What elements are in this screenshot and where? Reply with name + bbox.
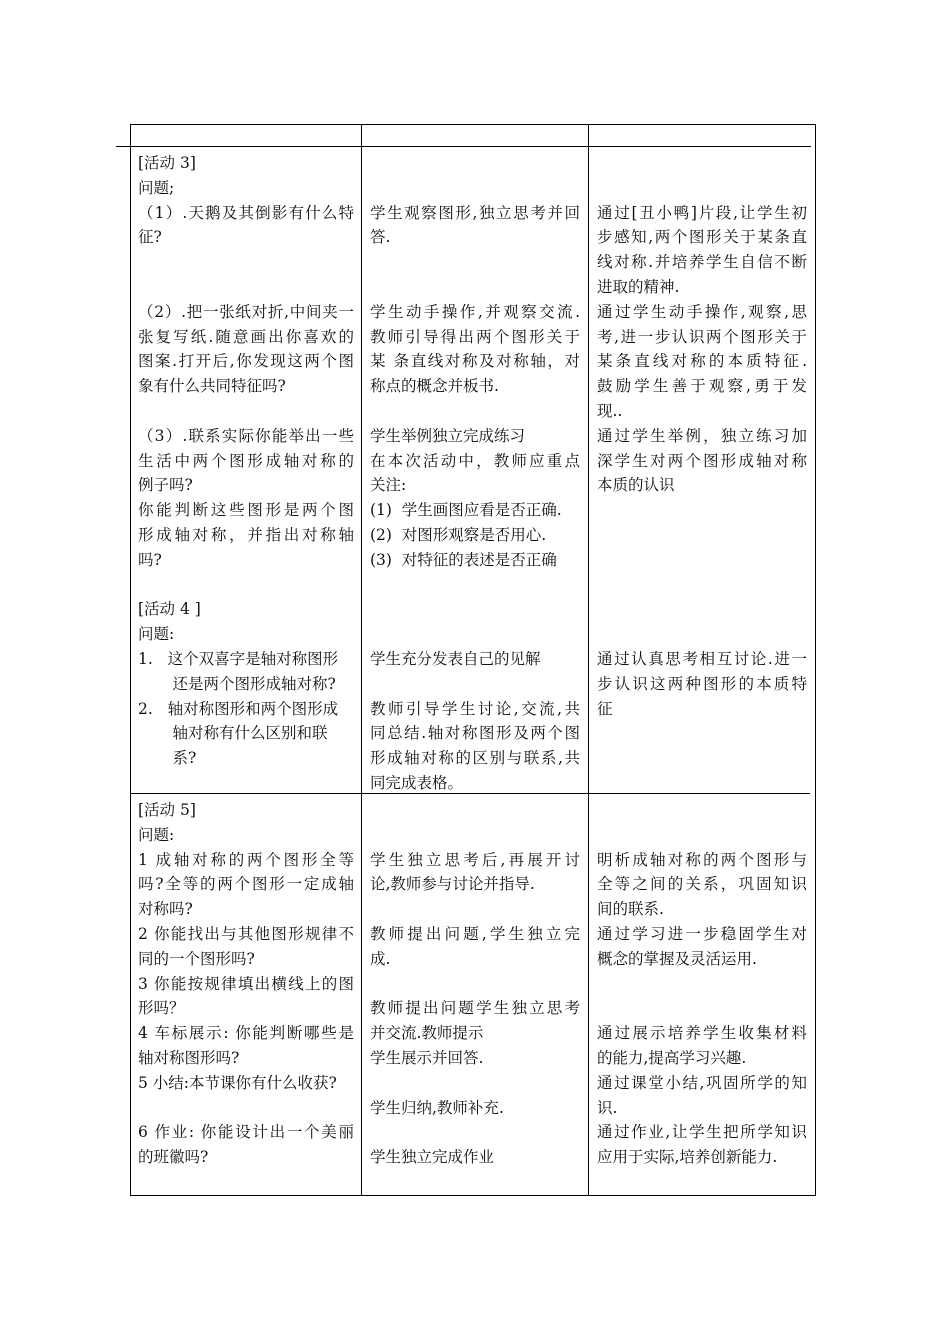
cell-text-line: 吗?全等的两个图形一定成轴 (138, 875, 354, 894)
cell-text-line: 轴对称图形吗? (138, 1048, 240, 1067)
cell-text-line (597, 823, 807, 848)
table-left-border (130, 124, 131, 1196)
cell-text-line: 6 作业: 你能设计出一个美丽 (138, 1123, 354, 1142)
cell-text-line: 形吗？ (138, 999, 185, 1018)
cell-text-line: 通过[丑小鸭]片段,让学生初 (597, 203, 807, 222)
cell-text-line: 教师引导得出两个图形关于 (370, 327, 580, 346)
cell-text-line: 通过学生动手操作,观察,思 (597, 302, 807, 321)
cell-text-line: 问题: (138, 625, 175, 644)
cell-text-line: 学生充分发表自己的见解 (370, 649, 541, 668)
cell-text-line: 线对称.并培养学生自信不断 (597, 253, 807, 272)
cell-text-line: 明析成轴对称的两个图形与 (597, 850, 807, 869)
cell-text-line (370, 275, 580, 300)
cell-text-line: 学生独立思考后,再展开讨 (370, 850, 580, 869)
cell-text-line: 1. 这个双喜字是轴对称图形 (138, 649, 339, 668)
cell-text-line: [活动 4 ] (138, 600, 201, 619)
cell-text-line (597, 622, 807, 647)
cell-text-line: 你能判断这些图形是两个图 (138, 501, 354, 520)
cell-text-line: 张复写纸.随意画出你喜欢的 (138, 327, 354, 346)
cell-text-line: 征? (138, 228, 162, 247)
cell-text-line (370, 250, 580, 275)
cell-text-line: 本质的认识 (597, 476, 675, 495)
cell-text-line: 教师引导学生讨论,交流,共 (370, 699, 580, 718)
cell-text-line: 通过展示培养学生收集材料 (597, 1024, 807, 1043)
cell-text-line (370, 1120, 580, 1145)
cell-text-line (597, 597, 807, 622)
cell-text-line: 问题: (138, 825, 175, 844)
cell-text-line: 例子吗? (138, 476, 193, 495)
cell-text-line: 对称吗? (138, 900, 193, 919)
cell-text-line: 生活中两个图形成轴对称的 (138, 451, 354, 470)
cell-text-line (597, 151, 807, 176)
cell-text-line: 全等之间的关系，巩固知识 (597, 875, 807, 894)
cell-text-line: 步感知,两个图形关于某条直 (597, 228, 807, 247)
cell-text-line: 深学生对两个图形成轴对称 (597, 451, 807, 470)
activity-5-intent-cell (597, 798, 807, 1170)
cell-text-line (597, 176, 807, 201)
cell-text-line: 同完成表格。 (370, 773, 464, 792)
cell-text-line (597, 548, 807, 573)
cell-text-line: 形成轴对称，并指出对称轴 (138, 525, 354, 544)
cell-text-line (370, 972, 580, 997)
cell-text-line: 象有什么共同特征吗? (138, 377, 286, 396)
cell-text-line (597, 798, 807, 823)
cell-text-line (138, 1096, 354, 1121)
header-row-divider (116, 146, 811, 147)
cell-text-line: 通过认真思考相互讨论.进一 (597, 649, 807, 668)
cell-text-line (597, 573, 807, 598)
cell-text-line: 关注: (370, 476, 407, 495)
cell-text-line: 概念的掌握及灵活运用. (597, 949, 757, 968)
cell-text-line: 考,进一步认识两个图形关于 (597, 327, 807, 346)
cell-text-line: 某 条直线对称及对称轴，对 (370, 352, 580, 371)
cell-text-line: 轴对称有什么区别和联 (138, 724, 328, 743)
cell-text-line: 2. 轴对称图形和两个图形成 (138, 699, 339, 718)
cell-text-line: (1) 学生画图应看是否正确. (370, 501, 562, 520)
activity-3-4-question-cell (138, 151, 354, 771)
cell-text-line: 通过作业,让学生把所学知识 (597, 1123, 807, 1142)
cell-text-line: 问题; (138, 178, 175, 197)
cell-text-line: 学生展示并回答. (370, 1048, 484, 1067)
cell-text-line: 1 成轴对称的两个图形全等 (138, 850, 354, 869)
cell-text-line: 称点的概念并板书. (370, 377, 499, 396)
cell-text-line: 答. (370, 228, 391, 247)
table-top-border (130, 124, 815, 125)
cell-text-line: 的班徽吗? (138, 1148, 209, 1167)
cell-text-line: [活动 3] (138, 154, 196, 172)
cell-text-line (370, 1071, 580, 1096)
cell-text-line: 还是两个图形成轴对称? (138, 674, 336, 693)
cell-text-line: (3) 对特征的表述是否正确 (370, 550, 557, 569)
column-divider-2 (588, 124, 589, 1196)
cell-text-line: 并交流.教师提示 (370, 1024, 484, 1043)
cell-text-line: 进取的精神. (597, 277, 680, 296)
cell-text-line: 论,教师参与讨论并指导. (370, 875, 535, 894)
activity-3-4-intent-cell (597, 151, 807, 721)
cell-text-line: 3 你能按规律填出横线上的图 (138, 974, 354, 993)
cell-text-line: 吗? (138, 550, 162, 569)
cell-text-line: 在本次活动中，教师应重点 (370, 451, 580, 470)
column-divider-1 (361, 124, 362, 1196)
activity-5-process-cell (370, 798, 580, 1170)
cell-text-line (370, 622, 580, 647)
cell-text-line: 教师提出问题学生独立思考 (370, 999, 580, 1018)
cell-text-line: (2) 对图形观察是否用心. (370, 525, 547, 544)
cell-text-line: 系? (138, 749, 197, 768)
cell-text-line: 的能力,提高学习兴趣. (597, 1048, 747, 1067)
cell-text-line (138, 573, 354, 598)
cell-text-line: 学生动手操作,并观察交流. (370, 302, 580, 321)
cell-text-line: 通过课堂小结,巩固所学的知 (597, 1073, 807, 1092)
activity-5-question-cell (138, 798, 354, 1170)
cell-text-line: 鼓励学生善于观察,勇于发 (597, 377, 807, 396)
cell-text-line (370, 176, 580, 201)
table-right-border (815, 124, 816, 1196)
cell-text-line (138, 399, 354, 424)
cell-text-line (597, 498, 807, 523)
cell-text-line: 成. (370, 949, 391, 968)
cell-text-line (597, 972, 807, 997)
cell-text-line: 4 车标展示: 你能判断哪些是 (138, 1024, 354, 1043)
cell-text-line: 学生举例独立完成练习 (370, 426, 526, 445)
cell-text-line: 间的联系. (597, 900, 664, 919)
cell-text-line: （1）.天鹅及其倒影有什么特 (138, 203, 354, 222)
cell-text-line: 现.. (597, 401, 623, 420)
cell-text-line: [活动 5] (138, 801, 196, 819)
cell-text-line (597, 996, 807, 1021)
cell-text-line: （3）.联系实际你能举出一些 (138, 426, 354, 445)
table-bottom-border (130, 1195, 815, 1196)
cell-text-line (370, 399, 580, 424)
cell-text-line: 学生独立完成作业 (370, 1148, 495, 1167)
cell-text-line: 某条直线对称的本质特征. (597, 352, 807, 371)
cell-text-line: 教师提出问题,学生独立完 (370, 924, 580, 943)
cell-text-line: 步认识这两种图形的本质特 (597, 674, 807, 693)
cell-text-line: 通过学习进一步稳固学生对 (597, 924, 807, 943)
cell-text-line: 5 小结:本节课你有什么收获? (138, 1073, 337, 1092)
cell-text-line (370, 672, 580, 697)
cell-text-line: 识. (597, 1098, 618, 1117)
cell-text-line (370, 823, 580, 848)
cell-text-line (138, 275, 354, 300)
cell-text-line: 征 (597, 699, 613, 718)
cell-text-line: 形成轴对称的区别与联系,共 (370, 749, 580, 768)
cell-text-line (370, 798, 580, 823)
activity-3-4-process-cell (370, 151, 580, 796)
cell-text-line: 图案.打开后,你发现这两个图 (138, 352, 354, 371)
cell-text-line: 同的一个图形吗? (138, 949, 255, 968)
cell-text-line: 通过学生举例，独立练习加 (597, 426, 807, 445)
cell-text-line (370, 597, 580, 622)
cell-text-line: 2 你能找出与其他图形规律不 (138, 924, 354, 943)
cell-text-line: 应用于实际,培养创新能力. (597, 1148, 778, 1167)
cell-text-line: 同总结.轴对称图形及两个图 (370, 724, 580, 743)
cell-text-line: 学生观察图形,独立思考并回 (370, 203, 580, 222)
cell-text-line (370, 151, 580, 176)
cell-text-line (370, 573, 580, 598)
cell-text-line: 学生归纳,教师补充. (370, 1098, 504, 1117)
cell-text-line (597, 523, 807, 548)
cell-text-line (138, 250, 354, 275)
cell-text-line: （2）.把一张纸对折,中间夹一 (138, 302, 354, 321)
cell-text-line (370, 897, 580, 922)
